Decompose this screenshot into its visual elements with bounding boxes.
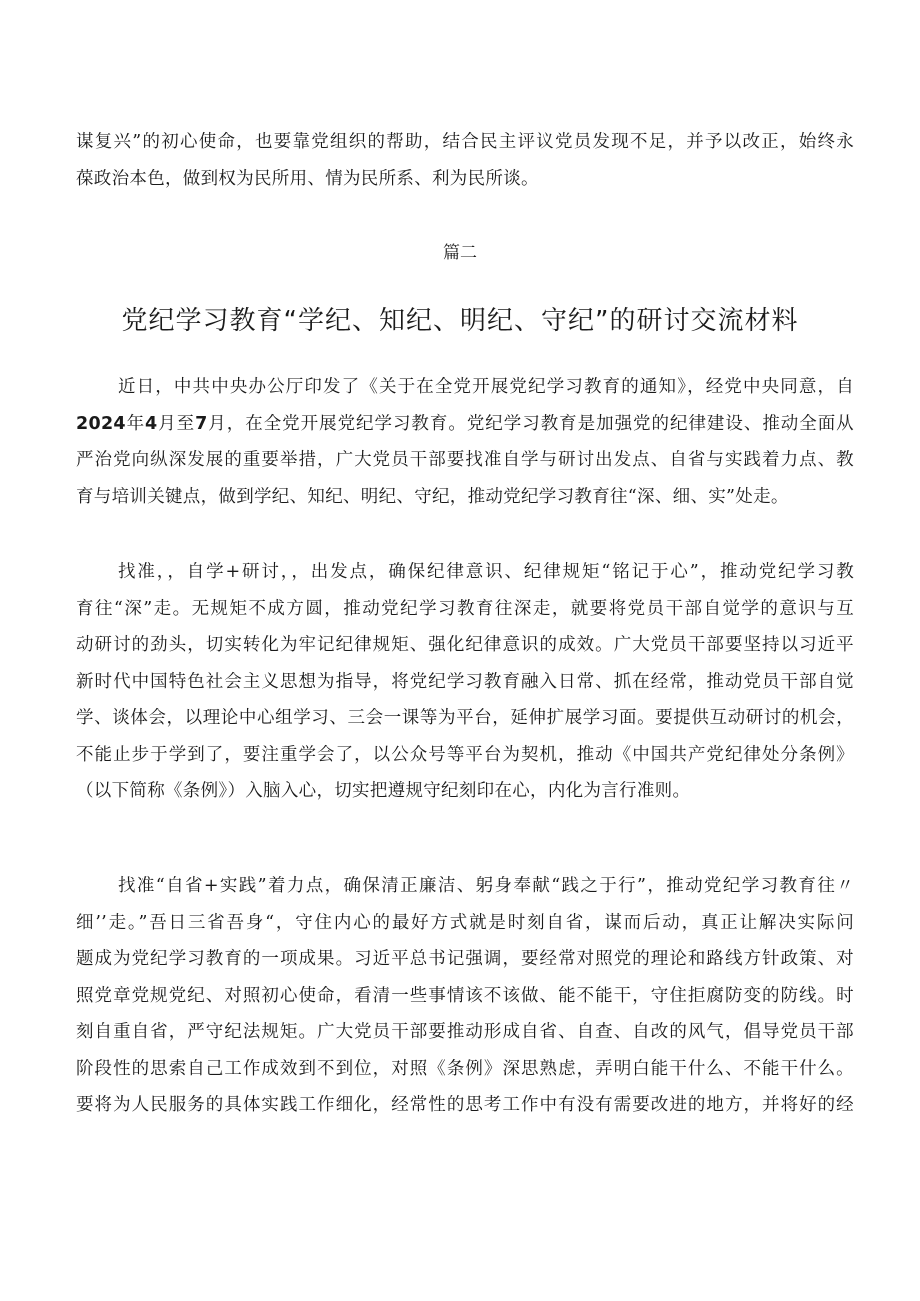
section-label: 篇二 bbox=[443, 243, 477, 263]
paragraph-line: 育与培训关键点，做到学纪、知纪、明纪、守纪，推动党纪学习教育往“深、细、实”处走。 bbox=[76, 486, 789, 507]
paragraph-line-with-dates bbox=[76, 406, 854, 443]
paragraph-line: 严治党向纵深发展的重要举措，广大党员干部要找准自学与研讨出发点、自省与实践着力点、教 bbox=[76, 450, 854, 470]
paragraph-line: 新时代中国特色社会主义思想为指导，将党纪学习教育融入日常、抓在经常，推动党员干部自觉 bbox=[76, 671, 854, 692]
body-paragraph-1 bbox=[76, 369, 854, 515]
month-number: 7 bbox=[195, 413, 208, 434]
text-fragment: 月，在全党开展党纪学习教育。党纪学习教育是加强党的纪律建设、推动全面从 bbox=[207, 413, 854, 434]
body-paragraph-2 bbox=[76, 554, 854, 810]
paragraph-line: 阶段性的思索自己工作成效到不到位，对照《条例》深思熟虑，弄明白能干什么、不能干什么。 bbox=[76, 1058, 854, 1079]
text-fragment: 年 bbox=[125, 413, 146, 434]
year-number: 2024 bbox=[76, 413, 126, 434]
paragraph-line: 细’’走。”吾日三省吾身“，守住内心的最好方式就是时刻自省，谋而后动，真正让解决实际问 bbox=[76, 912, 854, 933]
paragraph-line: 学、谈体会，以理论中心组学习、三会一课等为平台，延伸扩展学习面。要提供互动研讨的机会， bbox=[76, 708, 854, 728]
continuation-paragraph bbox=[76, 124, 854, 197]
paragraph-line: 题成为党纪学习教育的一项成果。习近平总书记强调，要经常对照党的理论和路线方针政策、对 bbox=[76, 949, 854, 969]
paragraph-line: 刻自重自省，严守纪法规矩。广大党员干部要推动形成自省、自查、自改的风气，倡导党员干部 bbox=[76, 1022, 854, 1042]
paragraph-line: 照党章党规党纪、对照初心使命，看清一些事情该不该做、能不能干，守住拒腐防变的防线。时 bbox=[76, 985, 854, 1006]
paragraph-line: 找准“自省+实践”着力点，确保清正廉洁、躬身奉献“践之于行”，推动党纪学习教育往〃 bbox=[118, 876, 854, 896]
paragraph-line: 不能止步于学到了，要注重学会了，以公众号等平台为契机，推动《中国共产党纪律处分条例》 bbox=[76, 744, 854, 765]
paragraph-line: 要将为人民服务的具体实践工作细化，经常性的思考工作中有没有需要改进的地方，并将好的经 bbox=[76, 1095, 854, 1115]
paragraph-line: 葆政治本色，做到权为民所用、情为民所系、利为民所谈。 bbox=[76, 168, 539, 189]
paragraph-line: 近日，中共中央办公厅印发了《关于在全党开展党纪学习教育的通知》，经党中央同意，自 bbox=[118, 377, 854, 397]
document-title: 党纪学习教育“学纪、知纪、明纪、守纪”的研讨交流材料 bbox=[121, 306, 799, 336]
text-fragment: 月至 bbox=[157, 413, 196, 434]
body-paragraph-3 bbox=[76, 868, 854, 1124]
paragraph-line: （以下简称《条例》）入脑入心，切实把遵规守纪刻印在心，内化为言行准则。 bbox=[76, 781, 691, 801]
paragraph-line: 动研讨的劲头，切实转化为牢记纪律规矩、强化纪律意识的成效。广大党员干部要坚持以习近平 bbox=[76, 635, 854, 655]
month-number: 4 bbox=[145, 413, 158, 434]
paragraph-line: 育往“深”走。无规矩不成方圆，推动党纪学习教育往深走，就要将党员干部自觉学的意识与互 bbox=[76, 598, 854, 619]
paragraph-line: 找准，，自学+研讨，，出发点，确保纪律意识、纪律规矩“铭记于心”，推动党纪学习教 bbox=[118, 562, 854, 582]
paragraph-line: 谋复兴”的初心使命，也要靠党组织的帮助，结合民主评议党员发现不足，并予以改正，始终永 bbox=[76, 132, 854, 152]
